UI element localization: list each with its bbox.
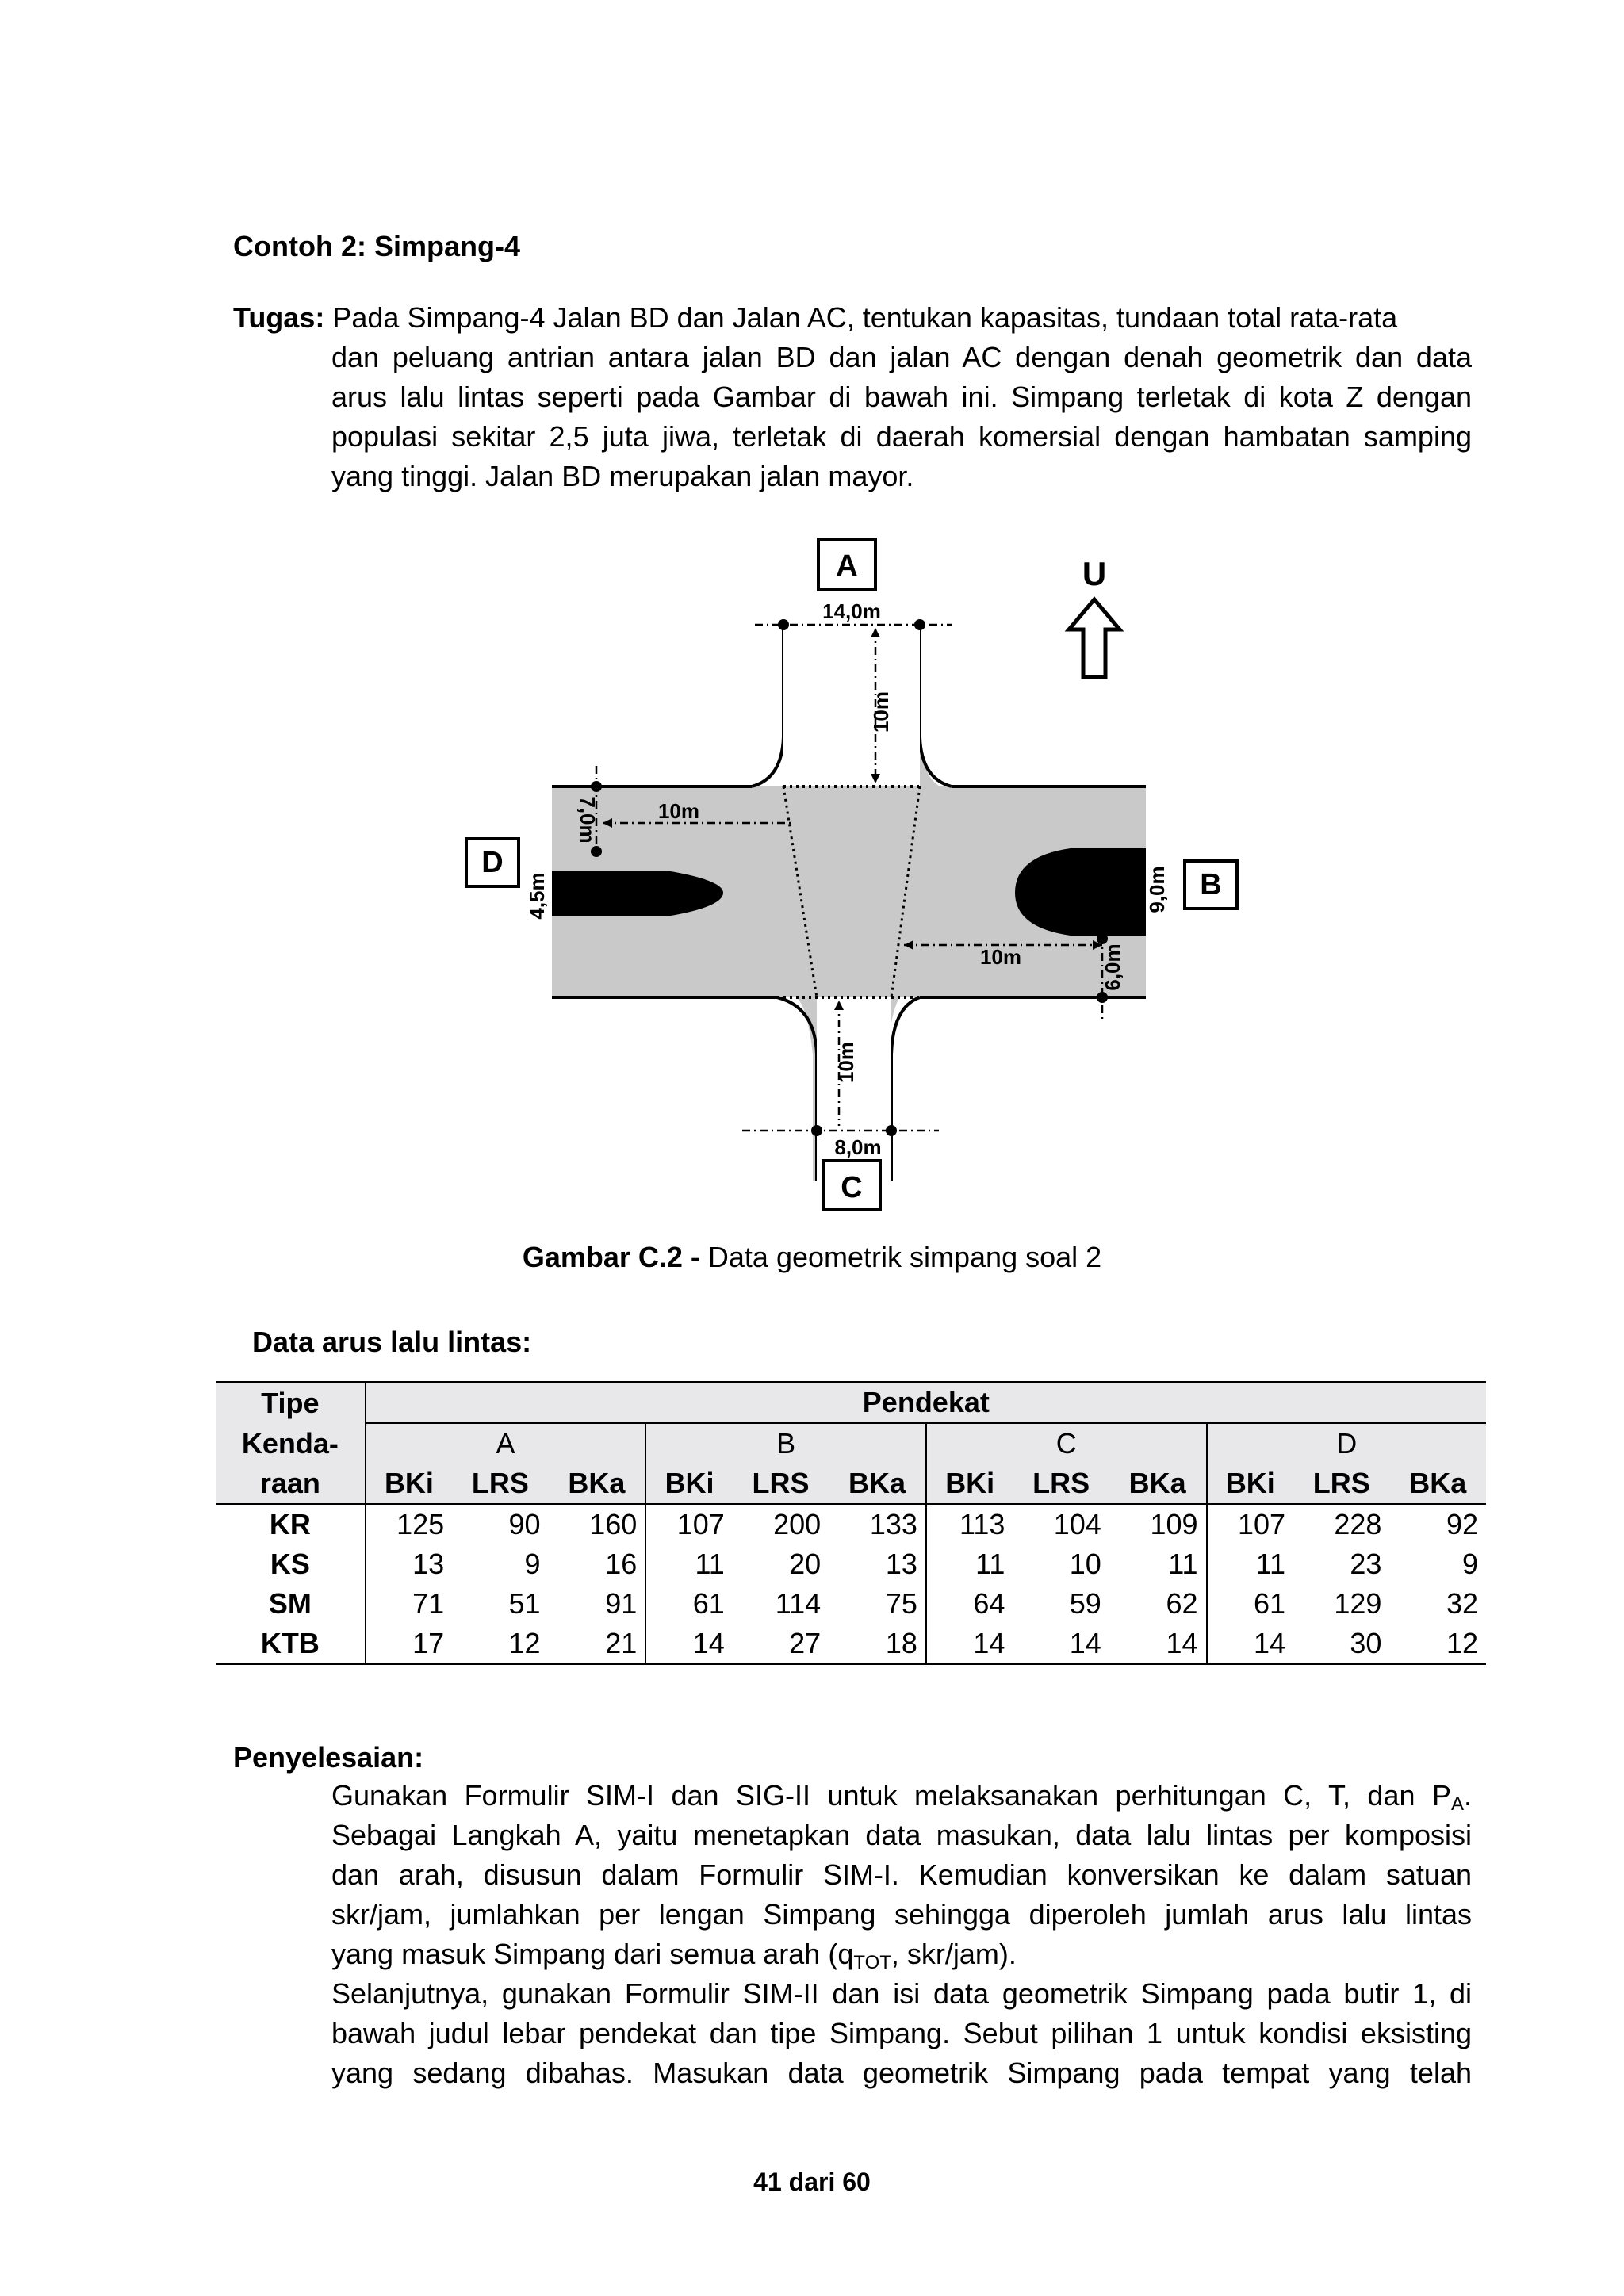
label-c bbox=[823, 1161, 880, 1210]
sub-bka: BKa bbox=[568, 1467, 626, 1499]
traffic-table bbox=[216, 1381, 1486, 1665]
table-cell: 71 bbox=[366, 1584, 453, 1624]
table-cell: 61 bbox=[1207, 1584, 1294, 1624]
table-cell: 14 bbox=[926, 1624, 1013, 1664]
row-type: SM bbox=[268, 1587, 312, 1620]
table-cell: 160 bbox=[589, 1508, 638, 1540]
solution-line-1: Gunakan Formulir SIM-I dan SIG-II untuk melaksanakan perhitungan C, T, dan $P_A$. bbox=[331, 1779, 1472, 1815]
sub-lrs: LRS bbox=[752, 1467, 810, 1499]
solution-line-6: Selanjutnya, gunakan Formulir SIM-II dan isi data geometrik Simpang pada butir 1, di bbox=[331, 1977, 1472, 2010]
table-cell: 13 bbox=[366, 1544, 453, 1584]
row-type: KTB bbox=[260, 1627, 320, 1659]
sub-bki: BKi bbox=[926, 1464, 1013, 1504]
label-b bbox=[1185, 861, 1237, 909]
sub-bka: BKa bbox=[1409, 1467, 1467, 1499]
sub-bki: BKi bbox=[366, 1464, 453, 1504]
north-arrow-icon bbox=[1069, 555, 1120, 677]
label-d bbox=[466, 839, 519, 886]
svg-text:C: C bbox=[841, 1171, 863, 1204]
table-cell: 61 bbox=[645, 1584, 733, 1624]
header-pendekat: Pendekat bbox=[366, 1382, 1486, 1423]
table-cell: 14 bbox=[645, 1624, 733, 1664]
table-cell: 64 bbox=[926, 1584, 1013, 1624]
table-cell: 18 bbox=[885, 1627, 917, 1659]
task-line-4: populasi sekitar 2,5 juta jiwa, terletak di daerah komersial dengan hambatan samping bbox=[331, 420, 1472, 453]
figure-caption: Gambar C.2 - Data geometrik simpang soal 2 bbox=[522, 1241, 1102, 1273]
sub-lrs: LRS bbox=[471, 1467, 529, 1499]
table-cell: 59 bbox=[1069, 1587, 1101, 1620]
sub-lrs: LRS bbox=[1032, 1467, 1090, 1499]
table-cell: 133 bbox=[869, 1508, 917, 1540]
table-cell: 11 bbox=[1168, 1548, 1198, 1580]
sub-bki: BKi bbox=[645, 1464, 733, 1504]
header-type-3: raan bbox=[259, 1467, 320, 1499]
svg-text:B: B bbox=[1200, 868, 1222, 901]
sub-bka: BKa bbox=[848, 1467, 906, 1499]
sub-bka: BKa bbox=[1128, 1467, 1186, 1499]
table-cell: 11 bbox=[926, 1544, 1013, 1584]
table-cell: 17 bbox=[366, 1624, 453, 1664]
table-cell: 109 bbox=[1150, 1508, 1198, 1540]
dim-a-len: 10m bbox=[869, 691, 893, 733]
table-cell: 27 bbox=[789, 1627, 822, 1659]
table-cell: 129 bbox=[1334, 1587, 1382, 1620]
dim-d-bottom: 4,5m bbox=[525, 872, 549, 920]
svg-text:U: U bbox=[1082, 555, 1107, 592]
table-cell: 92 bbox=[1446, 1508, 1478, 1540]
label-a bbox=[818, 539, 875, 590]
approach-d: D bbox=[1207, 1423, 1486, 1464]
svg-text:A: A bbox=[836, 549, 858, 583]
table-cell: 20 bbox=[789, 1548, 822, 1580]
table-cell: 21 bbox=[605, 1627, 638, 1659]
task-line-1: Pada Simpang-4 Jalan BD dan Jalan AC, tentukan kapasitas, tundaan total rata-rata bbox=[332, 301, 1398, 334]
dim-d-len: 10m bbox=[657, 799, 700, 823]
solution-paragraph bbox=[331, 1776, 1472, 2093]
header-type: Tipe bbox=[261, 1386, 320, 1419]
sub-bki: BKi bbox=[1207, 1464, 1294, 1504]
table-cell: 62 bbox=[1166, 1587, 1198, 1620]
section-title: Contoh 2: Simpang-4 bbox=[233, 230, 520, 262]
intersection-figure bbox=[444, 531, 1269, 1221]
approach-b: B bbox=[645, 1423, 926, 1464]
table-cell: 51 bbox=[508, 1587, 541, 1620]
dim-a-width: 14,0m bbox=[822, 599, 881, 623]
solution-line-4: skr/jam, jumlahkan per lengan Simpang sehingga diperoleh jumlah arus lalu lintas bbox=[331, 1898, 1472, 1931]
task-label: Tugas: bbox=[233, 301, 325, 334]
table-cell: 12 bbox=[1446, 1627, 1478, 1659]
table-cell: 32 bbox=[1446, 1587, 1478, 1620]
solution-line-5: yang masuk Simpang dari semua arah ($q_{TOT}$, skr/jam). bbox=[331, 1938, 1017, 1973]
table-cell: 30 bbox=[1350, 1627, 1382, 1659]
table-row bbox=[216, 1624, 1486, 1664]
header-type-2: Kenda- bbox=[241, 1426, 339, 1460]
row-type: KR bbox=[269, 1508, 311, 1540]
solution-line-2: Sebagai Langkah A, yaitu menetapkan data masukan, data lalu lintas per komposisi bbox=[331, 1819, 1472, 1851]
table-cell: 23 bbox=[1350, 1548, 1382, 1580]
task-line-2: dan peluang antrian antara jalan BD dan jalan AC dengan denah geometrik dan data bbox=[331, 341, 1472, 373]
table-cell: 14 bbox=[1166, 1627, 1198, 1659]
sub-lrs: LRS bbox=[1312, 1467, 1370, 1499]
dim-b-bottom: 6,0m bbox=[1101, 943, 1124, 991]
table-cell: 200 bbox=[773, 1508, 822, 1540]
table-row bbox=[216, 1544, 1486, 1584]
table-cell: 228 bbox=[1334, 1508, 1382, 1540]
table-cell: 75 bbox=[885, 1587, 917, 1620]
dim-c-len: 10m bbox=[834, 1041, 858, 1084]
table-row bbox=[216, 1584, 1486, 1624]
traffic-data-title: Data arus lalu lintas: bbox=[252, 1326, 532, 1358]
task-line-5: yang tinggi. Jalan BD merupakan jalan mayor. bbox=[331, 460, 914, 492]
approach-a: A bbox=[366, 1423, 646, 1464]
table-cell: 12 bbox=[508, 1627, 541, 1659]
page-number: 41 dari 60 bbox=[753, 2168, 871, 2196]
solution-line-7: bawah judul lebar pendekat dan tipe Simpang. Sebut pilihan 1 untuk kondisi eksisting bbox=[331, 2017, 1472, 2049]
dim-c-width: 8,0m bbox=[834, 1135, 882, 1159]
table-cell: 114 bbox=[775, 1587, 822, 1620]
dim-b-top: 9,0m bbox=[1145, 866, 1169, 913]
table-cell: 91 bbox=[605, 1587, 638, 1620]
solution-line-8: yang sedang dibahas. Masukan data geometrik Simpang pada tempat yang telah bbox=[331, 2057, 1472, 2089]
table-cell: 104 bbox=[1053, 1508, 1101, 1540]
median-d bbox=[552, 871, 723, 916]
table-cell: 14 bbox=[1207, 1624, 1294, 1664]
table-cell: 13 bbox=[885, 1548, 917, 1580]
table-cell: 11 bbox=[1207, 1544, 1294, 1584]
table-row bbox=[216, 1504, 1486, 1544]
table-cell: 90 bbox=[508, 1508, 541, 1540]
table-cell: 16 bbox=[605, 1548, 638, 1580]
table-cell: 113 bbox=[926, 1504, 1013, 1544]
dim-b-len: 10m bbox=[979, 945, 1022, 969]
table-cell: 14 bbox=[1069, 1627, 1101, 1659]
table-cell: 107 bbox=[645, 1504, 733, 1544]
table-cell: 10 bbox=[1069, 1548, 1101, 1580]
table-cell: 9 bbox=[524, 1548, 541, 1580]
approach-c: C bbox=[926, 1423, 1207, 1464]
table-cell: 125 bbox=[366, 1504, 453, 1544]
solution-title: Penyelesaian: bbox=[233, 1741, 424, 1774]
solution-line-3: dan arah, disusun dalam Formulir SIM-I. Kemudian konversikan ke dalam satuan bbox=[331, 1858, 1472, 1891]
task-line-3: arus lalu lintas seperti pada Gambar di bawah ini. Simpang terletak di kota Z dengan bbox=[331, 381, 1472, 413]
table-cell: 9 bbox=[1461, 1548, 1478, 1580]
table-cell: 107 bbox=[1207, 1504, 1294, 1544]
row-type: KS bbox=[270, 1548, 310, 1580]
dim-d-top: 7,0m bbox=[576, 796, 599, 844]
table-cell: 11 bbox=[645, 1544, 733, 1584]
median-b bbox=[1015, 848, 1146, 936]
task-paragraph bbox=[233, 298, 1472, 496]
svg-text:D: D bbox=[481, 846, 504, 879]
